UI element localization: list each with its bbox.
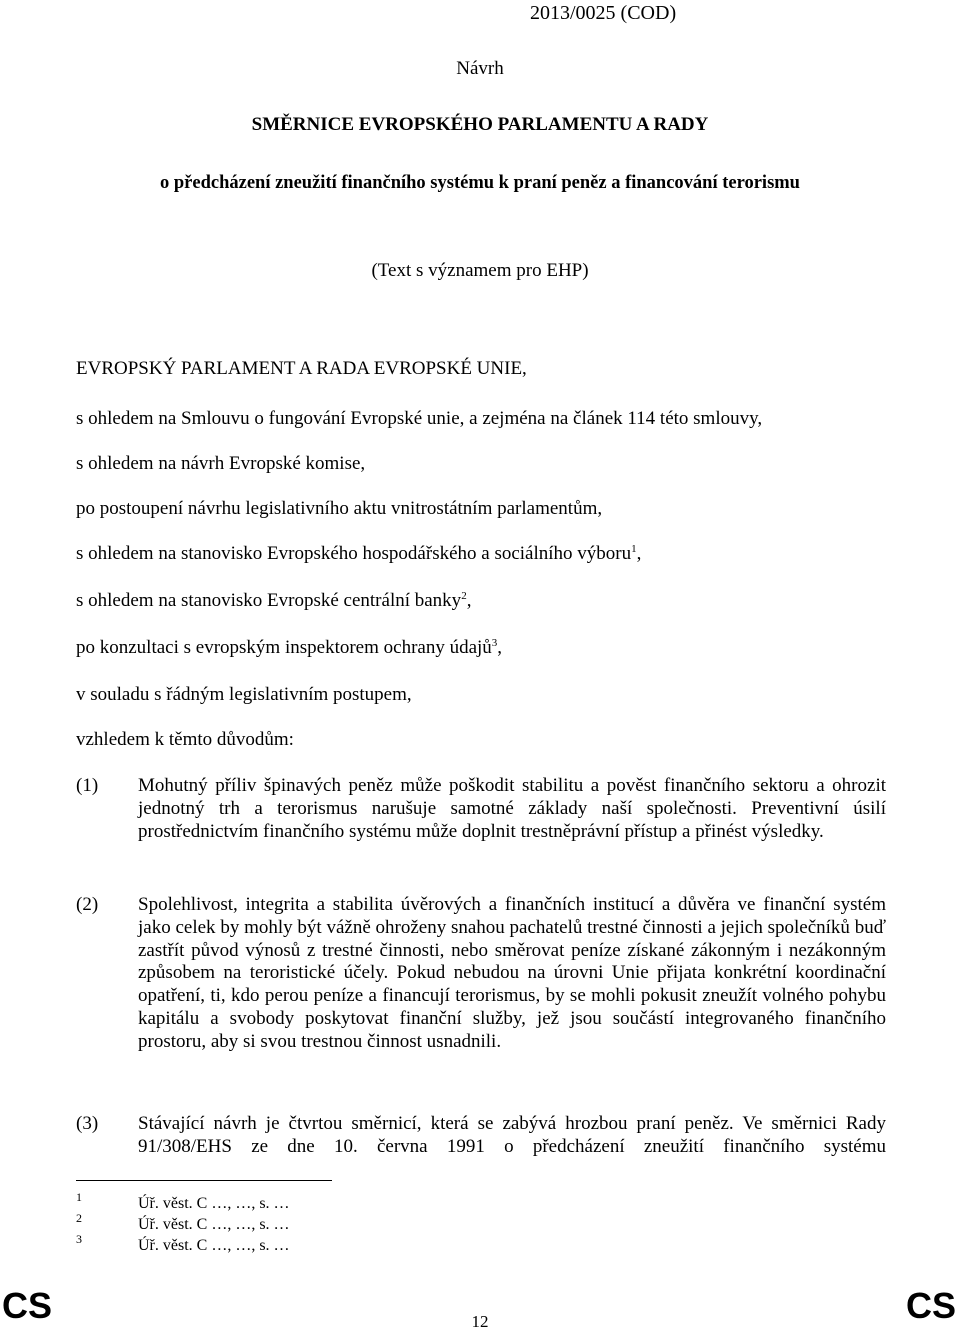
procedure-reference: 2013/0025 (COD) bbox=[530, 2, 677, 24]
recital-number: (3) bbox=[76, 1113, 99, 1134]
citation: po postoupení návrhu legislativního aktu vnitrostátním parlamentům, bbox=[76, 498, 603, 519]
footnote-mark: 2 bbox=[76, 1211, 82, 1225]
eea-relevance-note: (Text s významem pro EHP) bbox=[371, 260, 589, 281]
citation-punctuation: , bbox=[636, 543, 642, 564]
footnote-mark: 1 bbox=[76, 1190, 82, 1204]
footnote-text: Úř. věst. C …, …, s. … bbox=[138, 1195, 290, 1212]
citation-text: s ohledem na stanovisko Evropské centrální banky bbox=[76, 590, 462, 611]
citation bbox=[76, 543, 641, 565]
language-code-left: CS bbox=[2, 1285, 53, 1326]
citation-text: po konzultaci s evropským inspektorem ochrany údajů bbox=[76, 637, 492, 658]
recital-text: Mohutný příliv špinavých peněz může poškodit stabilitu a pověst finančního sektoru a ohrozit jednotný trh a terorismus narušuje samotné základy naší společnosti. Preventivní úsilí prostřednictvím finančního systému může doplnit trestněprávní přístup a přinést výsledky. bbox=[138, 775, 886, 842]
citation-text: s ohledem na stanovisko Evropského hospodářského a sociálního výboru bbox=[76, 543, 632, 564]
footnote-text: Úř. věst. C …, …, s. … bbox=[138, 1216, 290, 1233]
recital-number: (2) bbox=[76, 894, 99, 915]
citation-punctuation: , bbox=[497, 637, 503, 658]
citation: s ohledem na návrh Evropské komise, bbox=[76, 453, 366, 474]
whereas-clause: vzhledem k těmto důvodům: bbox=[76, 729, 294, 750]
citation: s ohledem na Smlouvu o fungování Evropské unie, a zejména na článek 114 této smlouvy, bbox=[76, 408, 763, 429]
citation-punctuation: , bbox=[466, 590, 472, 611]
footnote-reference[interactable]: 3 bbox=[491, 637, 498, 649]
footnote-reference[interactable]: 1 bbox=[631, 543, 637, 555]
footnote-mark: 3 bbox=[76, 1232, 82, 1246]
document-title: SMĚRNICE EVROPSKÉHO PARLAMENTU A RADY bbox=[251, 114, 709, 135]
enacting-authority: EVROPSKÝ PARLAMENT A RADA EVROPSKÉ UNIE, bbox=[76, 358, 527, 379]
citation: v souladu s řádným legislativním postupem, bbox=[76, 684, 412, 705]
citation bbox=[76, 637, 502, 659]
citation bbox=[76, 590, 471, 612]
recital-text: Spolehlivost, integrita a stabilita úvěrových a finančních institucí a důvěra ve finanční systém jako celek by mohly být vážně ohroženy snahou pachatelů trestné činnosti a jejich společníků buď zastřít původ výnosů z trestné činnosti, nebo směrovat peníze získané zákonným i nezákonným způsobem na teroristické účely. Pokud nebudou na úrovni Unie přijata konkrétní koordinační opatření, ti, kdo perou peníze a financují terorismus, by se mohli pokusit zneužít volného pohybu kapitálu a svobody poskytovat finanční služby, jež jsou součástí integrovaného finančního prostoru, aby si svou trestnou činnost usnadnili. bbox=[138, 894, 886, 1052]
footnote-separator bbox=[76, 1180, 332, 1181]
recital-number: (1) bbox=[76, 775, 99, 796]
language-code-right: CS bbox=[905, 1285, 956, 1326]
page-number: 12 bbox=[471, 1312, 489, 1331]
document-subtitle: o předcházení zneužití finančního systému k praní peněz a financování terorismu bbox=[160, 173, 800, 193]
footnote-reference[interactable]: 2 bbox=[461, 590, 467, 602]
recital-text: Stávající návrh je čtvrtou směrnicí, která se zabývá hrozbou praní peněz. Ve směrnici Rady 91/308/EHS ze dne 10. června 1991 o předcházení zneužití finančního systému bbox=[138, 1113, 886, 1157]
footnote-text: Úř. věst. C …, …, s. … bbox=[138, 1237, 290, 1254]
proposal-label: Návrh bbox=[456, 58, 504, 79]
